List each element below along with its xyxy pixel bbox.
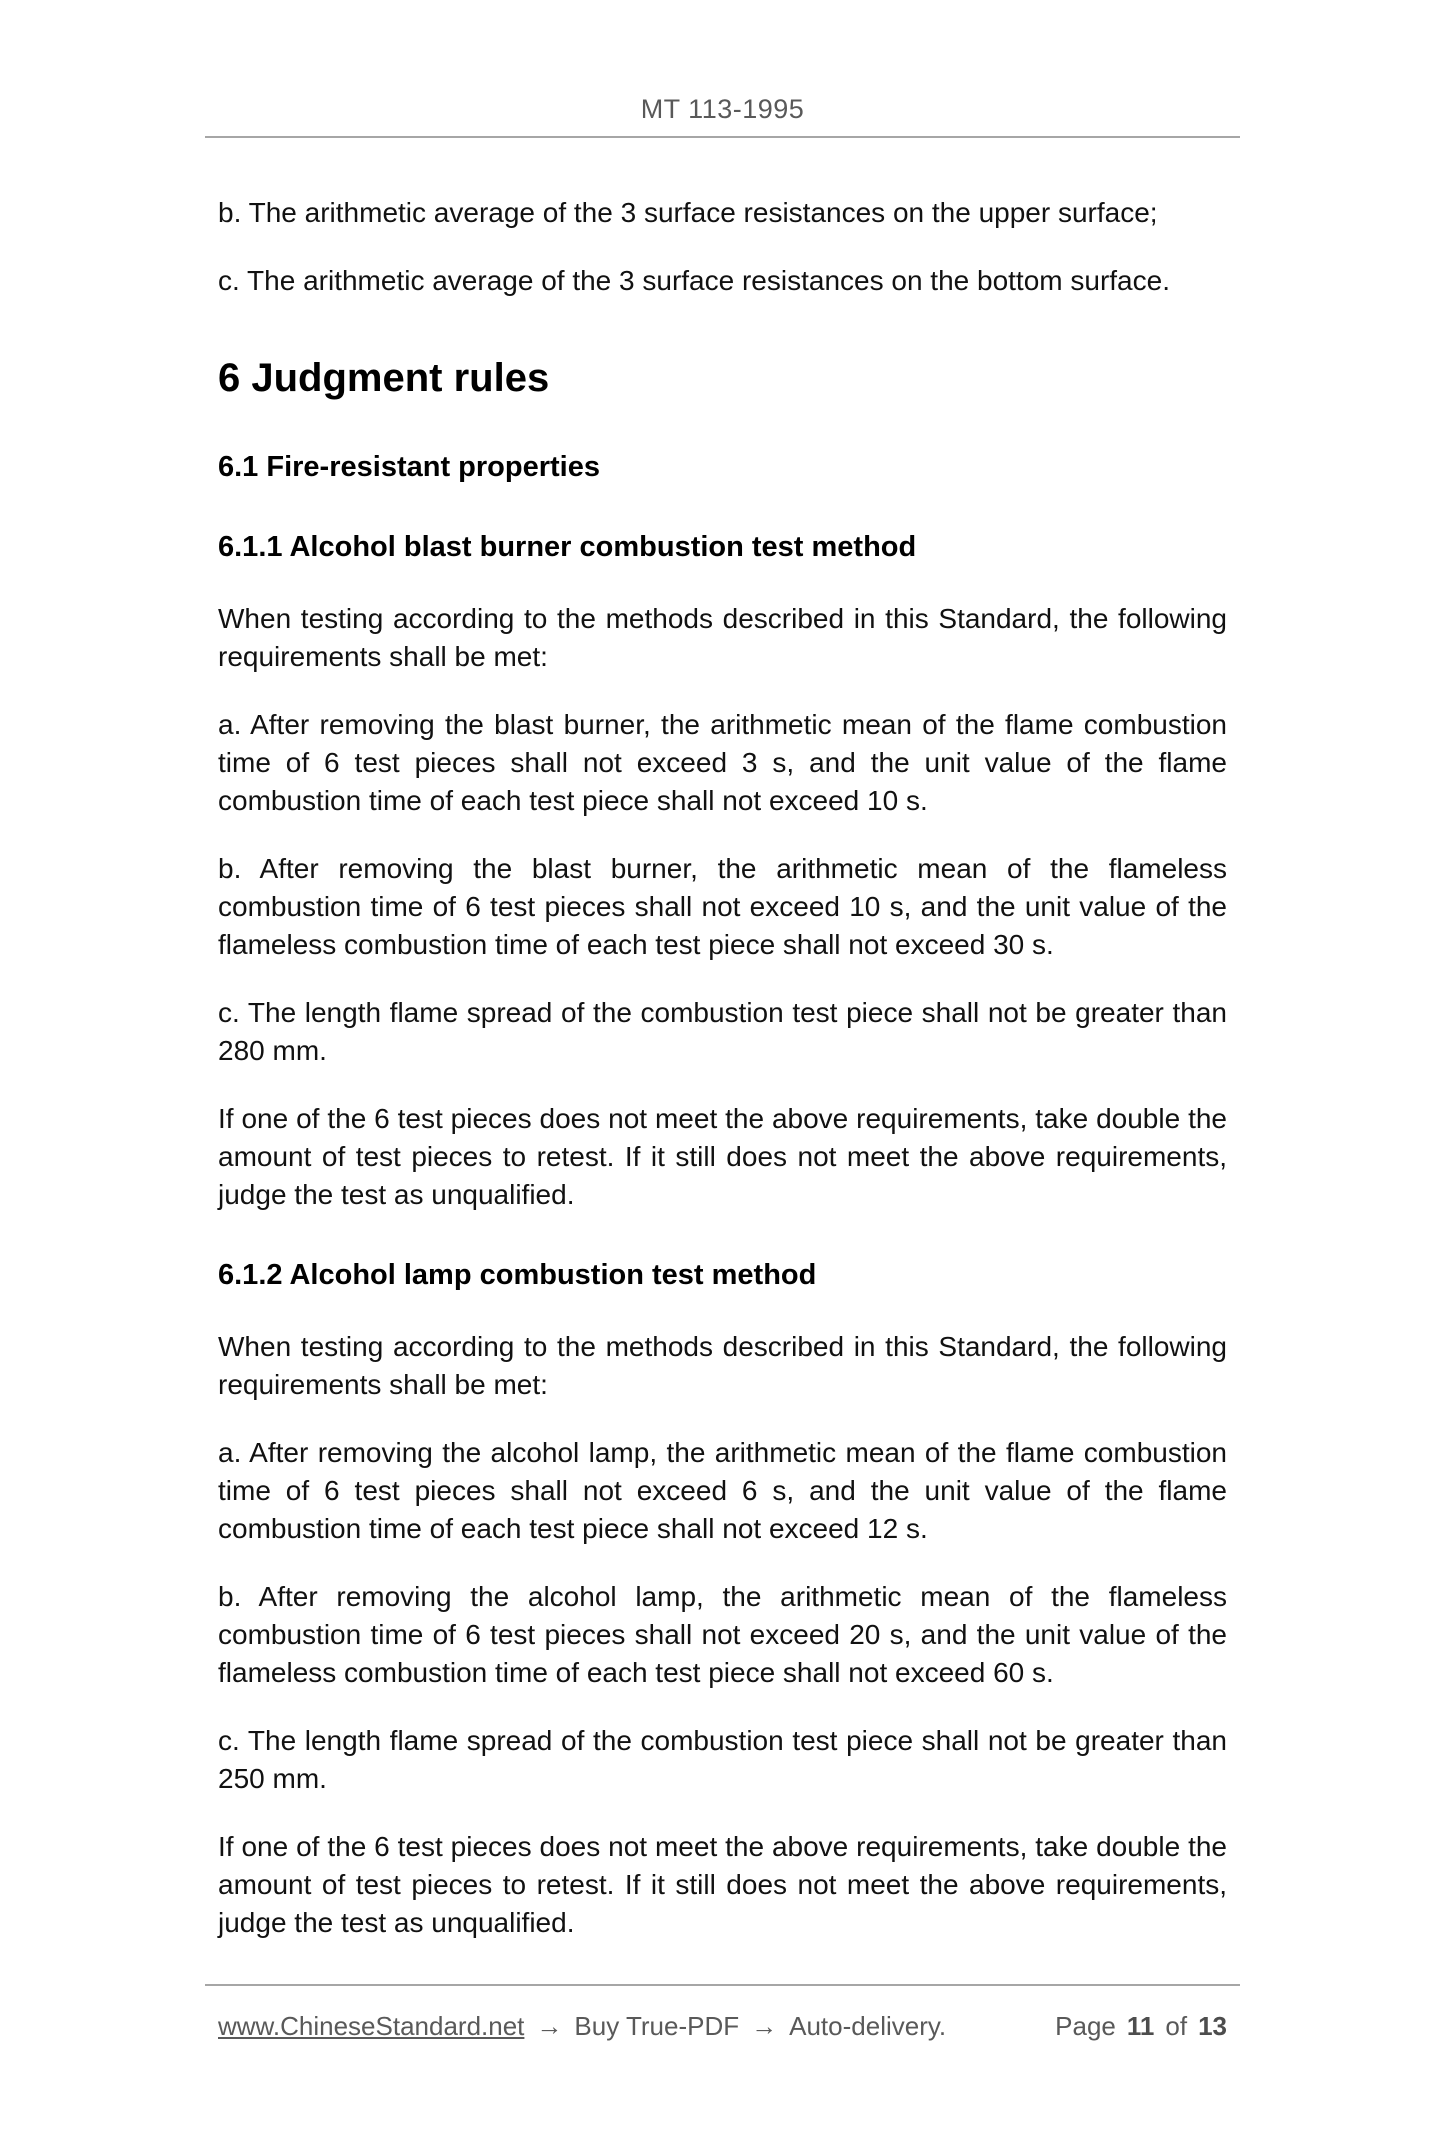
chapter-heading-judgment-rules: 6 Judgment rules [218,356,550,400]
requirements-intro-blast-burner: When testing according to the methods described in this Standard, the following requirements shall be met: [218,603,1227,672]
page-number-current: 11 [1126,2011,1155,2041]
requirement-item-a-blast-burner: a. After removing the blast burner, the arithmetic mean of the flame combustion time of 6 test pieces shall not exceed 3 s, and the unit value of the flame combustion time of each test piece shall not exceed 10 s. [218,709,1227,816]
intro-item-c: c. The arithmetic average of the 3 surface resistances on the bottom surface. [218,265,1170,296]
section-heading-fire-resistant-properties: 6.1 Fire-resistant properties [218,451,600,483]
retest-rule-alcohol-lamp: If one of the 6 test pieces does not meet the above requirements, take double the amount of test pieces to retest. If it still does not meet the above requirements, judge the test as unqualified. [218,1831,1227,1938]
auto-delivery-text: Auto-delivery. [789,2011,947,2041]
page-indicator [1055,2010,1227,2042]
page-label: Page [1055,2011,1116,2041]
requirement-item-c-blast-burner: c. The length flame spread of the combustion test piece shall not be greater than 280 mm. [218,997,1227,1066]
arrow-right-icon: → [536,2011,563,2041]
requirements-intro-alcohol-lamp: When testing according to the methods described in this Standard, the following requirements shall be met: [218,1331,1227,1400]
requirement-item-b-blast-burner: b. After removing the blast burner, the arithmetic mean of the flameless combustion time of 6 test pieces shall not exceed 10 s, and the unit value of the flameless combustion time of each test piece shall not exceed 30 s. [218,853,1227,960]
site-link[interactable]: www.ChineseStandard.net [218,2011,525,2041]
footer-promo [218,2010,946,2042]
requirement-item-c-alcohol-lamp: c. The length flame spread of the combustion test piece shall not be greater than 250 mm. [218,1725,1227,1794]
subsection-heading-alcohol-lamp: 6.1.2 Alcohol lamp combustion test method [218,1259,817,1291]
document-body [205,138,1240,1972]
retest-rule-blast-burner: If one of the 6 test pieces does not meet the above requirements, take double the amount of test pieces to retest. If it still does not meet the above requirements, judge the test as unqualified. [218,1103,1227,1210]
requirement-item-b-alcohol-lamp: b. After removing the alcohol lamp, the arithmetic mean of the flameless combustion time of 6 test pieces shall not exceed 20 s, and the unit value of the flameless combustion time of each test piece shall not exceed 60 s. [218,1581,1227,1688]
doc-number-title: MT 113-1995 [640,94,805,124]
document-footer [205,1972,1240,2130]
footer-row [205,1986,1240,2042]
buy-true-pdf-text: Buy True-PDF [574,2011,740,2041]
requirement-item-a-alcohol-lamp: a. After removing the alcohol lamp, the arithmetic mean of the flame combustion time of 6 test pieces shall not exceed 6 s, and the unit value of the flame combustion time of each test piece shall not exceed 12 s. [218,1437,1227,1544]
arrow-right-icon: → [751,2011,778,2041]
of-label: of [1165,2011,1188,2041]
page-number-total: 13 [1198,2011,1227,2041]
document-header [205,0,1240,138]
intro-item-b: b. The arithmetic average of the 3 surface resistances on the upper surface; [218,197,1158,228]
subsection-heading-alcohol-blast-burner: 6.1.1 Alcohol blast burner combustion test method [218,531,917,563]
